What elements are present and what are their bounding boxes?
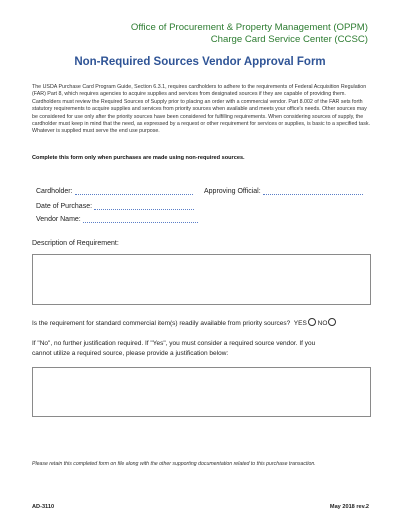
retain-note: Please retain this completed form on file along with the other supporting documentation related to this purchase transaction. [32,461,316,467]
justification-guidance [32,339,372,358]
question-text: Is the requirement for standard commercial item(s) readily available from priority sources? [32,320,291,327]
vendor-name-label: Vendor Name: [36,216,81,223]
instruction-text: Complete this form only when purchases are made using non-required sources. [32,155,245,161]
no-label: NO [317,320,328,327]
date-of-purchase-field [36,201,194,210]
approving-official-input[interactable] [263,186,363,195]
guidance-line-2: cannot utilize a required source, please provide a justification below: [32,349,229,357]
org-header [131,22,368,46]
intro-paragraph: The USDA Purchase Card Program Guide, Section 6.3.1, requires cardholders to adhere to the requirements of Federal Acquisition Regulation (FAR) Part 8, which requires agencies to acquire supplies and services from designated sources if they are capable of providing them. Cardholders must review the Required Sources of Supply prior to placing an order with a commercial vendor. Part 8.002 of the FAR sets forth statutory requirements to acquire supplies and services from priority sources when available and meets your office's needs. Other sources may be considered for use only after the priority sources have been considered for fulfilling requirements. When considering sources of supply, the cardholder must keep in mind that the need, as expressed by a request or other requirement for services or supplies, is basic to a specified task. Whatever is supplied must serve the end use purpose. [32,84,370,135]
org-name: Office of Procurement & Property Management (OPPM) [130,22,368,33]
org-subunit: Charge Card Service Center (CCSC) [210,34,368,45]
vendor-name-input[interactable] [83,214,198,223]
form-number: AD-3110 [32,504,55,510]
revision-date: May 2018 rev.2 [329,504,369,510]
cardholder-field [36,186,193,195]
no-radio[interactable] [328,318,336,326]
cardholder-label: Cardholder: [36,188,73,195]
yes-radio[interactable] [308,318,316,326]
approving-official-field [204,186,363,195]
description-label: Description of Requirement: [32,240,119,247]
priority-sources-question [32,318,336,327]
justification-textbox[interactable] [32,367,371,417]
description-textbox[interactable] [32,254,371,305]
vendor-name-field [36,214,198,223]
date-of-purchase-label: Date of Purchase: [36,203,93,210]
approving-official-label: Approving Official: [204,188,261,195]
date-of-purchase-input[interactable] [94,201,194,210]
form-title: Non-Required Sources Vendor Approval Form [74,56,326,68]
yes-label: YES [293,320,307,327]
cardholder-input[interactable] [75,186,193,195]
guidance-line-1: If "No", no further justification required. If "Yes", you must consider a required source vendor. If you [32,340,316,347]
